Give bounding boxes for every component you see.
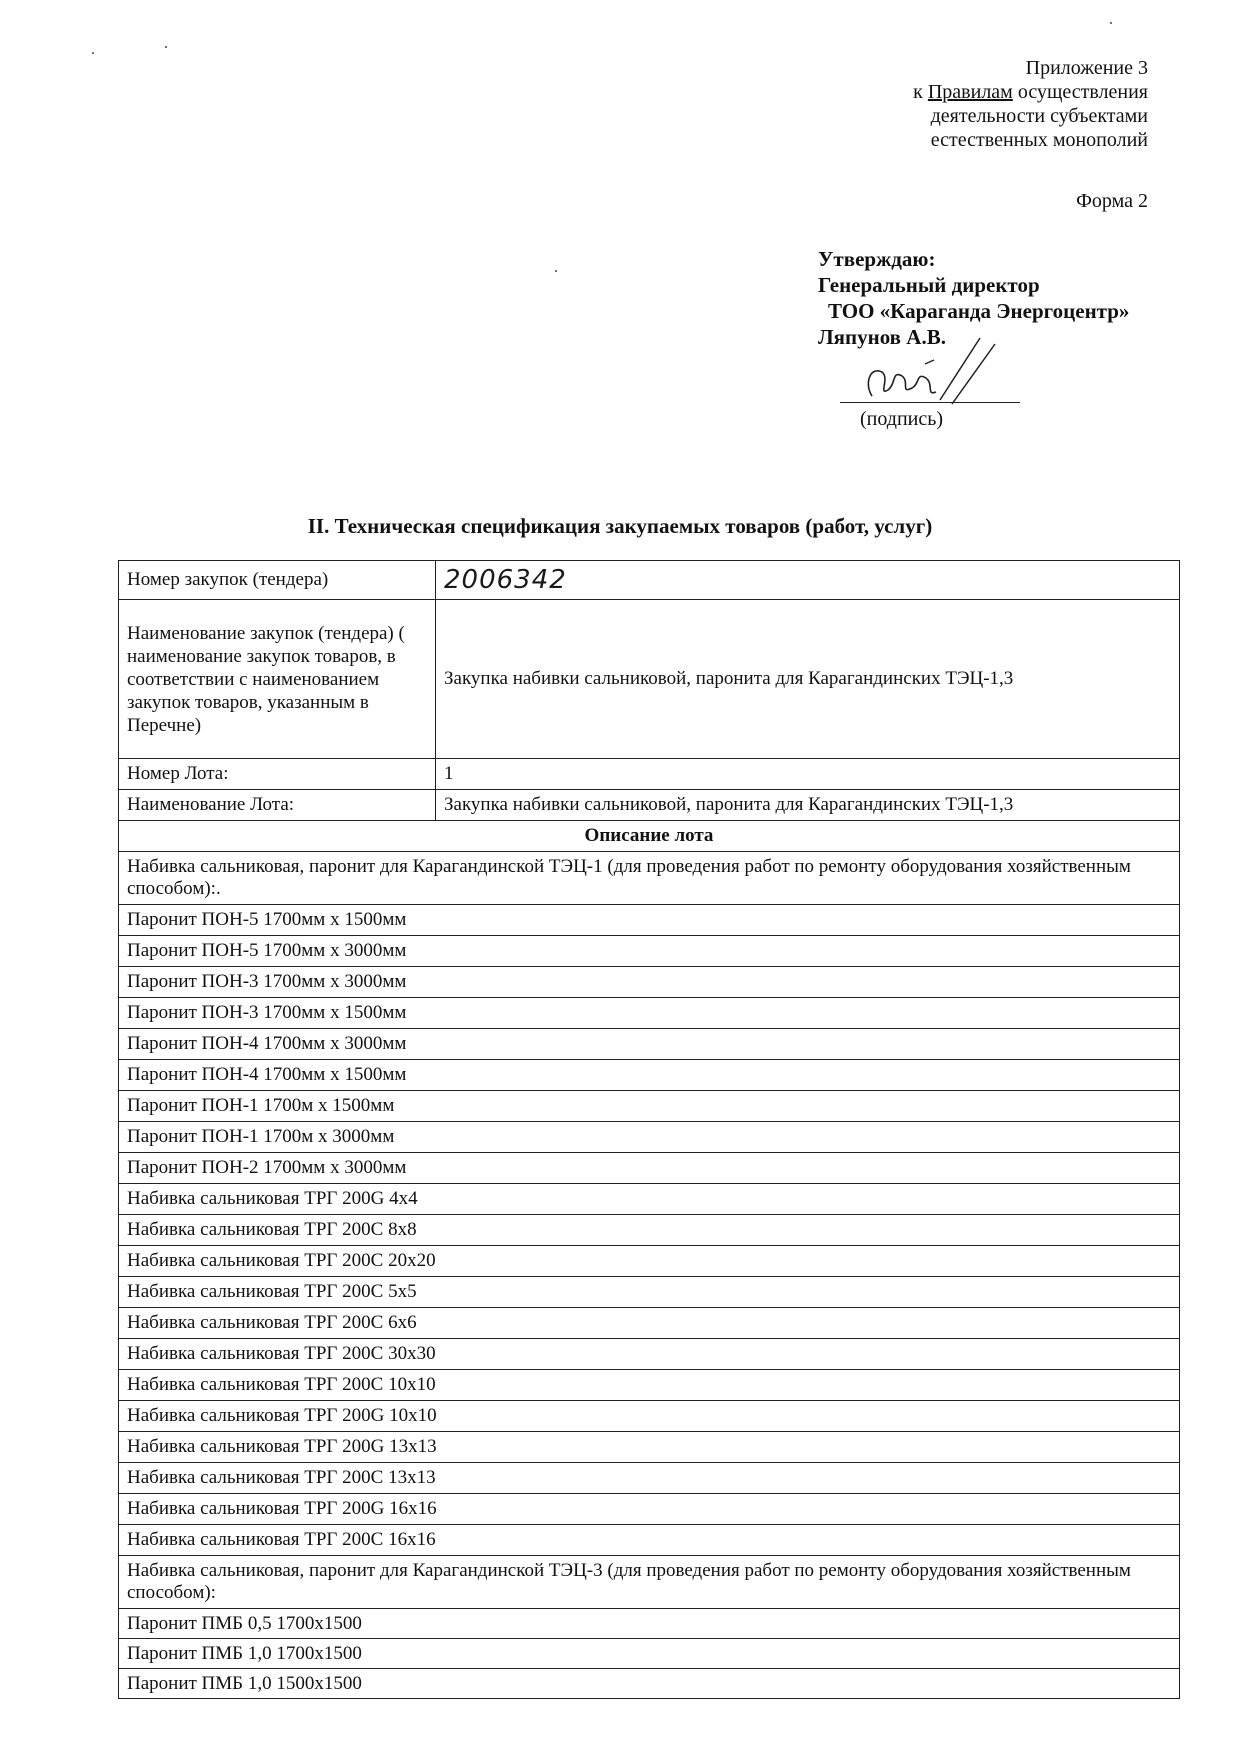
tec1-item: Паронит ПОН-5 1700мм х 1500мм xyxy=(119,905,1180,936)
signature-area xyxy=(830,360,1030,440)
tec3-item: Паронит ПМБ 1,0 1700х1500 xyxy=(119,1639,1180,1669)
scan-speck xyxy=(1110,22,1112,24)
tec1-item: Паронит ПОН-1 1700м х 3000мм xyxy=(119,1122,1180,1153)
approval-position: Генеральный директор xyxy=(818,273,1040,297)
tec1-item: Набивка сальниковая ТРГ 200С 6х6 xyxy=(119,1308,1180,1339)
tec1-item: Набивка сальниковая ТРГ 200G 13х13 xyxy=(119,1432,1180,1463)
table-row xyxy=(119,1091,1180,1122)
tec1-item: Паронит ПОН-4 1700мм х 3000мм xyxy=(119,1029,1180,1060)
table-row xyxy=(119,905,1180,936)
annex-note xyxy=(913,56,1148,152)
table-row xyxy=(119,998,1180,1029)
tec1-item: Набивка сальниковая ТРГ 200С 13х13 xyxy=(119,1463,1180,1494)
tec1-item: Набивка сальниковая ТРГ 200С 5х5 xyxy=(119,1277,1180,1308)
table-row xyxy=(119,1669,1180,1699)
approval-name: Ляпунов А.В. xyxy=(818,325,946,349)
tec1-item: Паронит ПОН-4 1700мм х 1500мм xyxy=(119,1060,1180,1091)
tec1-item: Паронит ПОН-3 1700мм х 1500мм xyxy=(119,998,1180,1029)
table-row xyxy=(119,1494,1180,1525)
procurement-name-label: Наименование закупок (тендера) ( наименование закупок товаров, в соответствии с наименованием закупок товаров, указанным в Перечне) xyxy=(119,600,436,759)
table-row xyxy=(119,1401,1180,1432)
table-row xyxy=(119,936,1180,967)
table-row xyxy=(119,1525,1180,1556)
procurement-number-value: 2006342 xyxy=(436,561,1180,600)
table-row xyxy=(119,1370,1180,1401)
procurement-number-label: Номер закупок (тендера) xyxy=(119,561,436,600)
spec-table xyxy=(118,560,1180,1699)
table-row xyxy=(119,852,1180,905)
lot-number-value: 1 xyxy=(436,759,1180,790)
tec3-item: Паронит ПМБ 0,5 1700х1500 xyxy=(119,1609,1180,1639)
lot-name-label: Наименование Лота: xyxy=(119,790,436,821)
tec1-item: Паронит ПОН-1 1700м х 1500мм xyxy=(119,1091,1180,1122)
table-row xyxy=(119,1029,1180,1060)
procurement-name-value: Закупка набивки сальниковой, паронита для Карагандинских ТЭЦ-1,3 xyxy=(436,600,1180,759)
tec1-item: Набивка сальниковая ТРГ 200G 16х16 xyxy=(119,1494,1180,1525)
tec1-item: Набивка сальниковая ТРГ 200G 10х10 xyxy=(119,1401,1180,1432)
table-row xyxy=(119,1339,1180,1370)
table-row xyxy=(119,1639,1180,1669)
tec1-header: Набивка сальниковая, паронит для Карагандинской ТЭЦ-1 (для проведения работ по ремонту оборудования хозяйственным способом):. xyxy=(119,852,1180,905)
table-row xyxy=(119,1277,1180,1308)
table-row xyxy=(119,600,1180,759)
tec1-item: Паронит ПОН-3 1700мм х 3000мм xyxy=(119,967,1180,998)
lot-description-header: Описание лота xyxy=(119,821,1180,852)
table-row xyxy=(119,1060,1180,1091)
tec1-item: Набивка сальниковая ТРГ 200С 20х20 xyxy=(119,1246,1180,1277)
tec1-item: Набивка сальниковая ТРГ 200С 10х10 xyxy=(119,1370,1180,1401)
table-row xyxy=(119,1609,1180,1639)
table-row xyxy=(119,1153,1180,1184)
table-row xyxy=(119,1215,1180,1246)
tec1-item: Набивка сальниковая ТРГ 200С 30х30 xyxy=(119,1339,1180,1370)
table-row xyxy=(119,967,1180,998)
table-row xyxy=(119,1122,1180,1153)
annex-line: Приложение 3 xyxy=(1025,57,1148,79)
tec1-item: Набивка сальниковая ТРГ 200С 16х16 xyxy=(119,1525,1180,1556)
tec1-item: Набивка сальниковая ТРГ 200С 8х8 xyxy=(119,1215,1180,1246)
annex-suffix: осуществления xyxy=(1012,81,1148,103)
scan-speck xyxy=(165,46,167,48)
approval-heading: Утверждаю: xyxy=(818,247,936,271)
signature-line xyxy=(840,402,1020,403)
table-row xyxy=(119,1308,1180,1339)
annex-line: деятельности субъектами xyxy=(930,105,1148,127)
tec3-item: Паронит ПМБ 1,0 1500х1500 xyxy=(119,1669,1180,1699)
document-title: II. Техническая спецификация закупаемых товаров (работ, услуг) xyxy=(307,514,933,538)
approval-company: ТОО «Караганда Энергоцентр» xyxy=(828,299,1130,323)
annex-line: естественных монополий xyxy=(930,129,1148,151)
rules-link[interactable]: Правилам xyxy=(927,81,1013,103)
table-row xyxy=(119,561,1180,600)
tec1-item: Набивка сальниковая ТРГ 200G 4х4 xyxy=(119,1184,1180,1215)
form-label: Форма 2 xyxy=(1076,190,1148,212)
table-row xyxy=(119,1463,1180,1494)
tec1-item: Паронит ПОН-5 1700мм х 3000мм xyxy=(119,936,1180,967)
table-row xyxy=(119,821,1180,852)
signature-caption: (подпись) xyxy=(860,408,944,430)
annex-prefix: к xyxy=(913,81,928,103)
table-row xyxy=(119,759,1180,790)
table-row xyxy=(119,1432,1180,1463)
table-row xyxy=(119,1246,1180,1277)
tec1-item: Паронит ПОН-2 1700мм х 3000мм xyxy=(119,1153,1180,1184)
table-row xyxy=(119,1556,1180,1609)
annex-line xyxy=(913,80,1148,104)
scan-speck xyxy=(555,270,557,272)
scan-speck xyxy=(92,52,94,54)
lot-number-label: Номер Лота: xyxy=(119,759,436,790)
table-row xyxy=(119,790,1180,821)
table-row xyxy=(119,1184,1180,1215)
tec3-header: Набивка сальниковая, паронит для Карагандинской ТЭЦ-3 (для проведения работ по ремонту оборудования хозяйственным способом): xyxy=(119,1556,1180,1609)
lot-name-value: Закупка набивки сальниковой, паронита для Карагандинских ТЭЦ-1,3 xyxy=(436,790,1180,821)
